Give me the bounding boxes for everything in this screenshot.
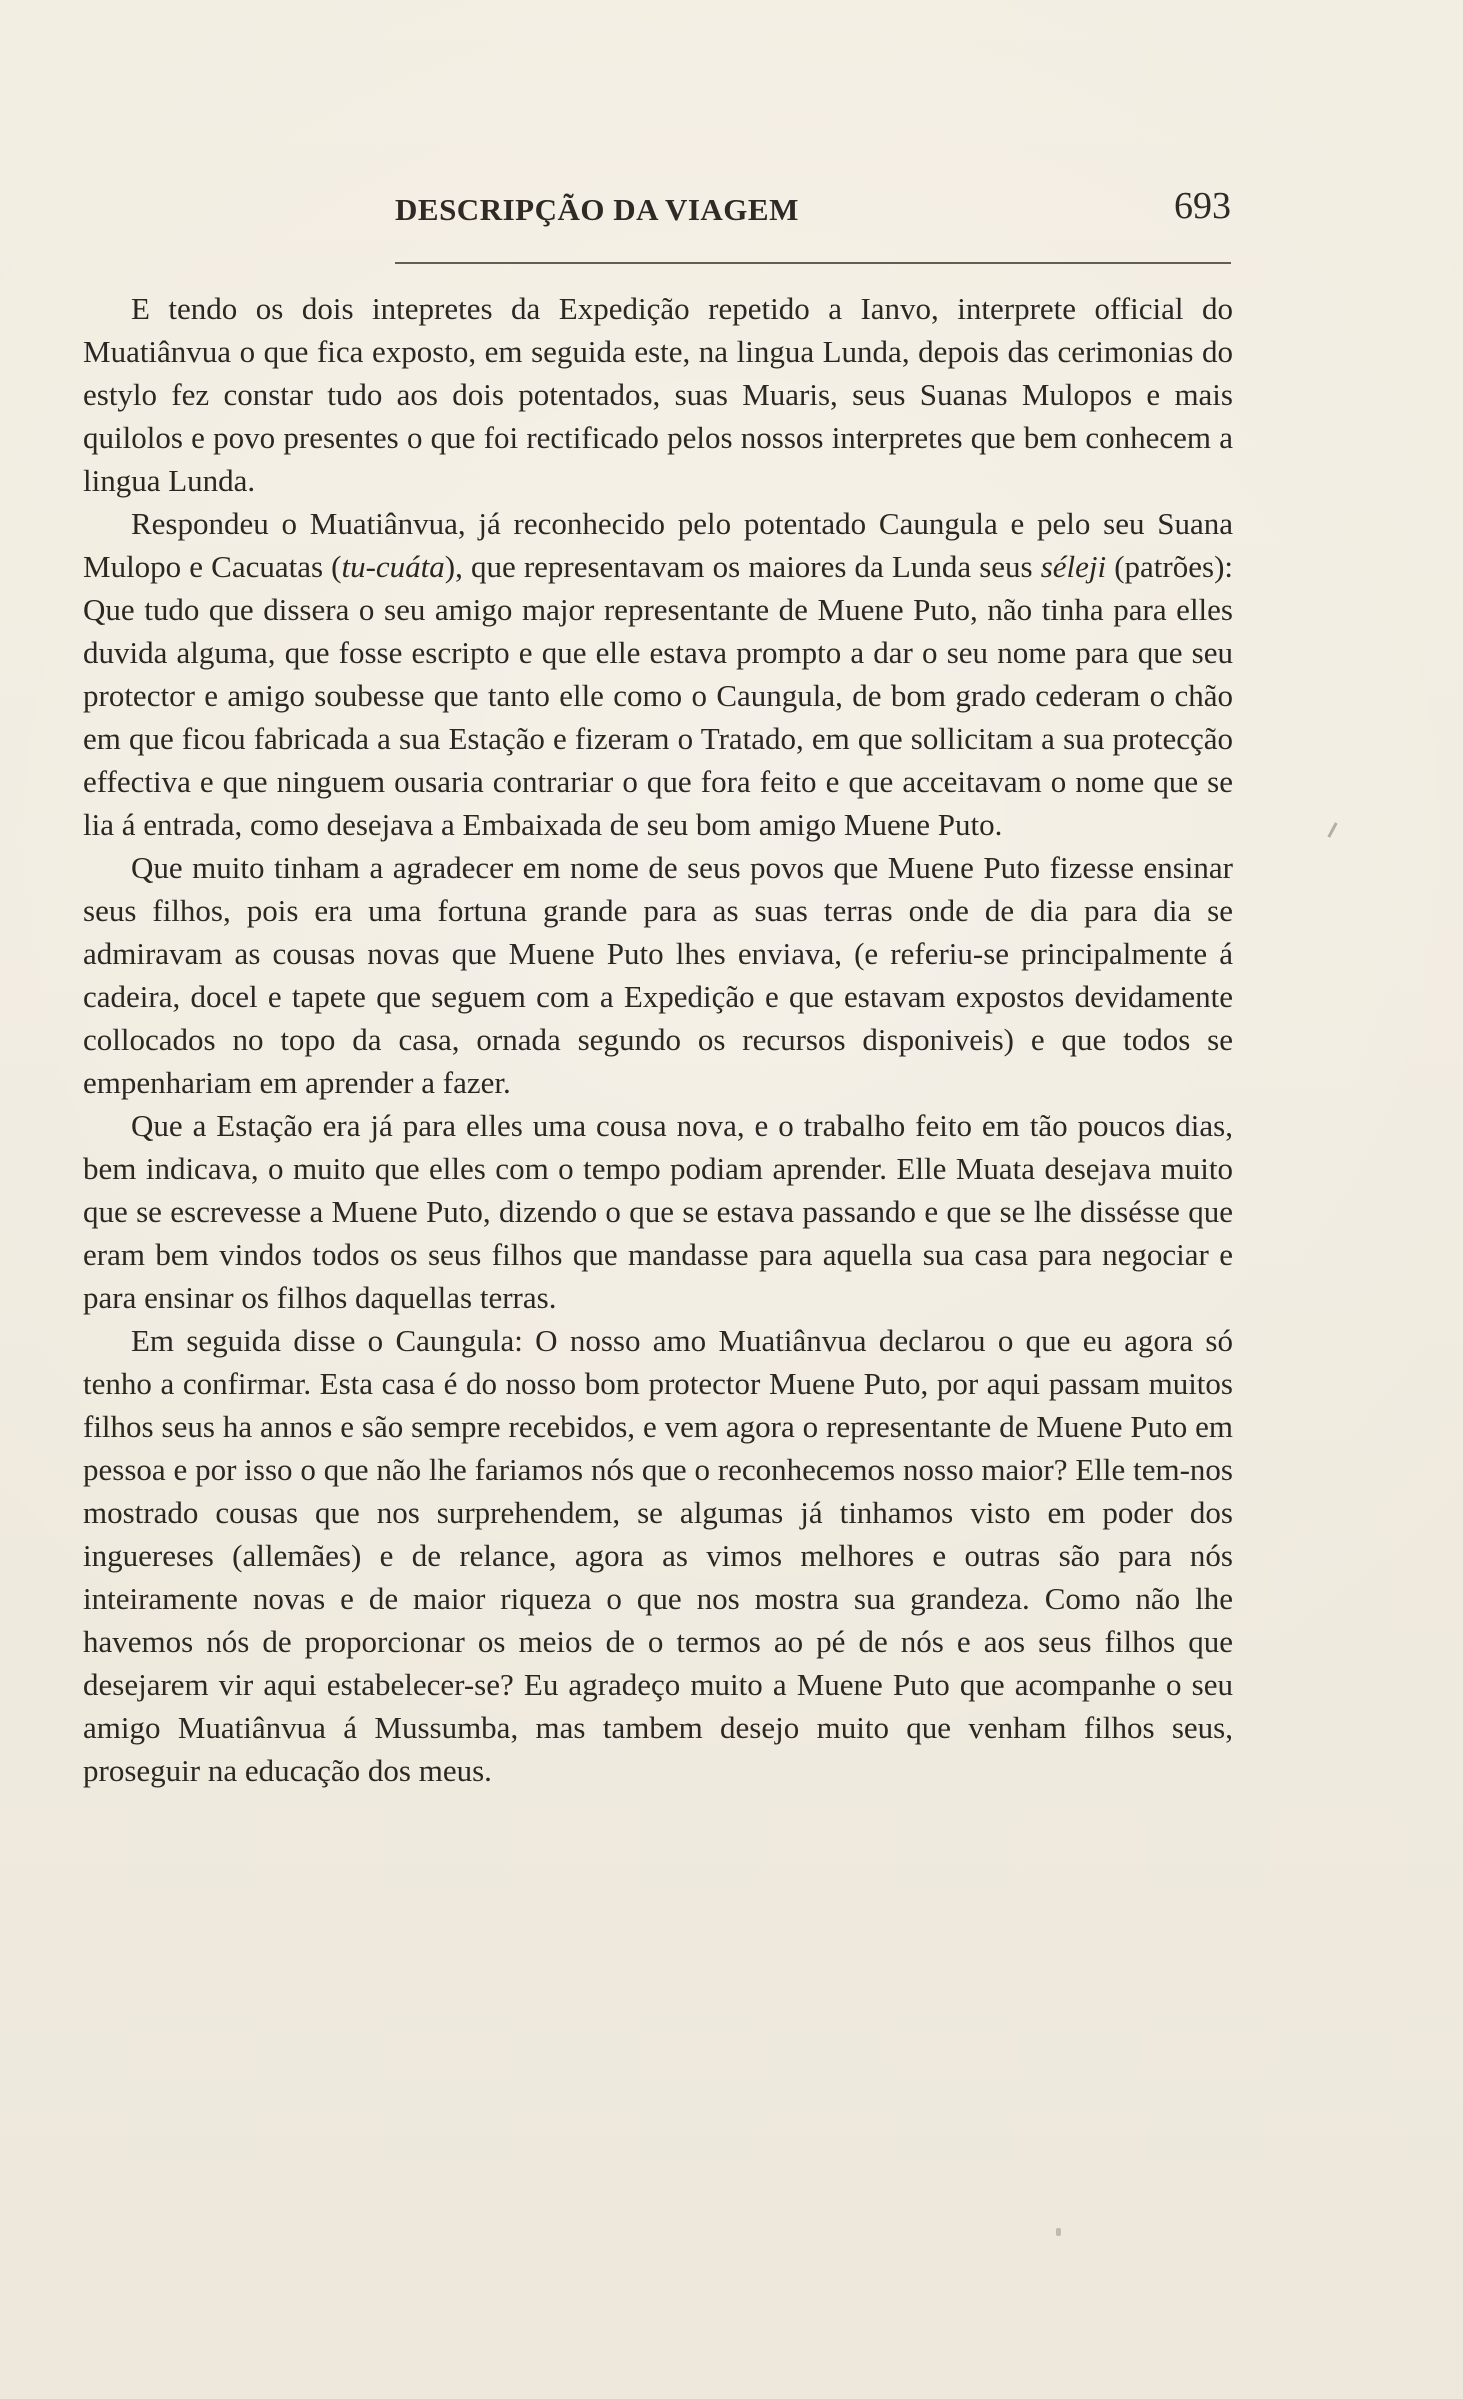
paragraph-2-text-c: (patrões): Que tudo que dissera o seu amigo major representante de Muene Puto, não tinha para elles duvida alguma, que fosse escripto e que elle estava prompto a dar o seu nome para que seu protector e amigo soubesse que tanto elle como o Caungula, de bom grado cederam o chão em que ficou fabricada a sua Estação e fizeram o Tratado, em que sollicitam a sua protecção effectiva e que ninguem ousaria contrariar o que fora feito e que acceitavam o nome que se lia á entrada, como desejava a Embaixada de seu bom amigo Muene Puto. [83,549,1234,842]
italic-term-seleji: séleji [1040,549,1107,584]
paragraph-3 [83,846,1233,1104]
paragraph-4-text: Que a Estação era já para elles uma cousa nova, e o trabalho feito em tão poucos dias, bem indicava, o muito que elles com o tempo podiam aprender. Elle Muata desejava muito que se escrevesse a Muene Puto, dizendo o que se estava passando e que se lhe dissésse que eram bem vindos todos os seus filhos que mandasse para aquella sua casa para negociar e para ensinar os filhos daquellas terras. [83,1108,1233,1315]
ink-mark [1327,822,1337,838]
page-header [395,185,1231,252]
paragraph-2-text-a: Respondeu o Muatiânvua, já reconhecido pelo potentado Caungula e pelo seu Suana Mulopo e Cacuatas ( [83,506,1233,584]
paragraph-2-text-b: ), que representavam os maiores da Lunda seus [444,549,1041,584]
paragraph-1 [83,287,1233,502]
ink-mark [1056,2228,1061,2236]
page-number: 693 [1174,185,1231,227]
paragraph-1-text: E tendo os dois intepretes da Expedição repetido a Ianvo, interprete official do Muatiânvua o que fica exposto, em seguida este, na lingua Lunda, depois das cerimonias do estylo fez constar tudo aos dois potentados, suas Muaris, seus Suanas Mulopos e mais quilolos e povo presentes o que foi rectificado pelos nossos interpretes que bem conhecem a lingua Lunda. [83,291,1233,498]
italic-term-tu-cuata: tu-cuáta [341,549,445,584]
paragraph-5-text: Em seguida disse o Caungula: O nosso amo Muatiânvua declarou o que eu agora só tenho a confirmar. Esta casa é do nosso bom protector Muene Puto, por aqui passam muitos filhos seus ha annos e são sempre recebidos, e vem agora o representante de Muene Puto em pessoa e por isso o que não lhe fariamos nós que o reconhecemos nosso maior? Elle tem-nos mostrado cousas que nos surprehendem, se algumas já tinhamos visto em poder dos inguereses (allemães) e de relance, agora as vimos melhores e outras são para nós inteiramente novas e de maior riqueza o que nos mostra sua grandeza. Como não lhe havemos nós de proporcionar os meios de o termos ao pé de nós e aos seus filhos que desejarem vir aqui estabelecer-se? Eu agradeço muito a Muene Puto que acompanhe o seu amigo Muatiânvua á Mussumba, mas tambem desejo muito que venham filhos seus, proseguir na educação dos meus. [83,1323,1233,1788]
body-text [83,287,1233,1792]
header-rule [395,262,1231,264]
paragraph-4 [83,1104,1233,1319]
running-head: DESCRIPÇÃO DA VIAGEM [395,192,799,227]
paragraph-2 [83,502,1233,846]
paragraph-3-text: Que muito tinham a agradecer em nome de seus povos que Muene Puto fizesse ensinar seus filhos, pois era uma fortuna grande para as suas terras onde de dia para dia se admiravam as cousas novas que Muene Puto lhes enviava, (e referiu-se principalmente á cadeira, docel e tapete que seguem com a Expedição e que estavam expostos devidamente collocados no topo da casa, ornada segundo os recursos disponiveis) e que todos se empenhariam em aprender a fazer. [83,850,1233,1100]
paragraph-5 [83,1319,1233,1792]
